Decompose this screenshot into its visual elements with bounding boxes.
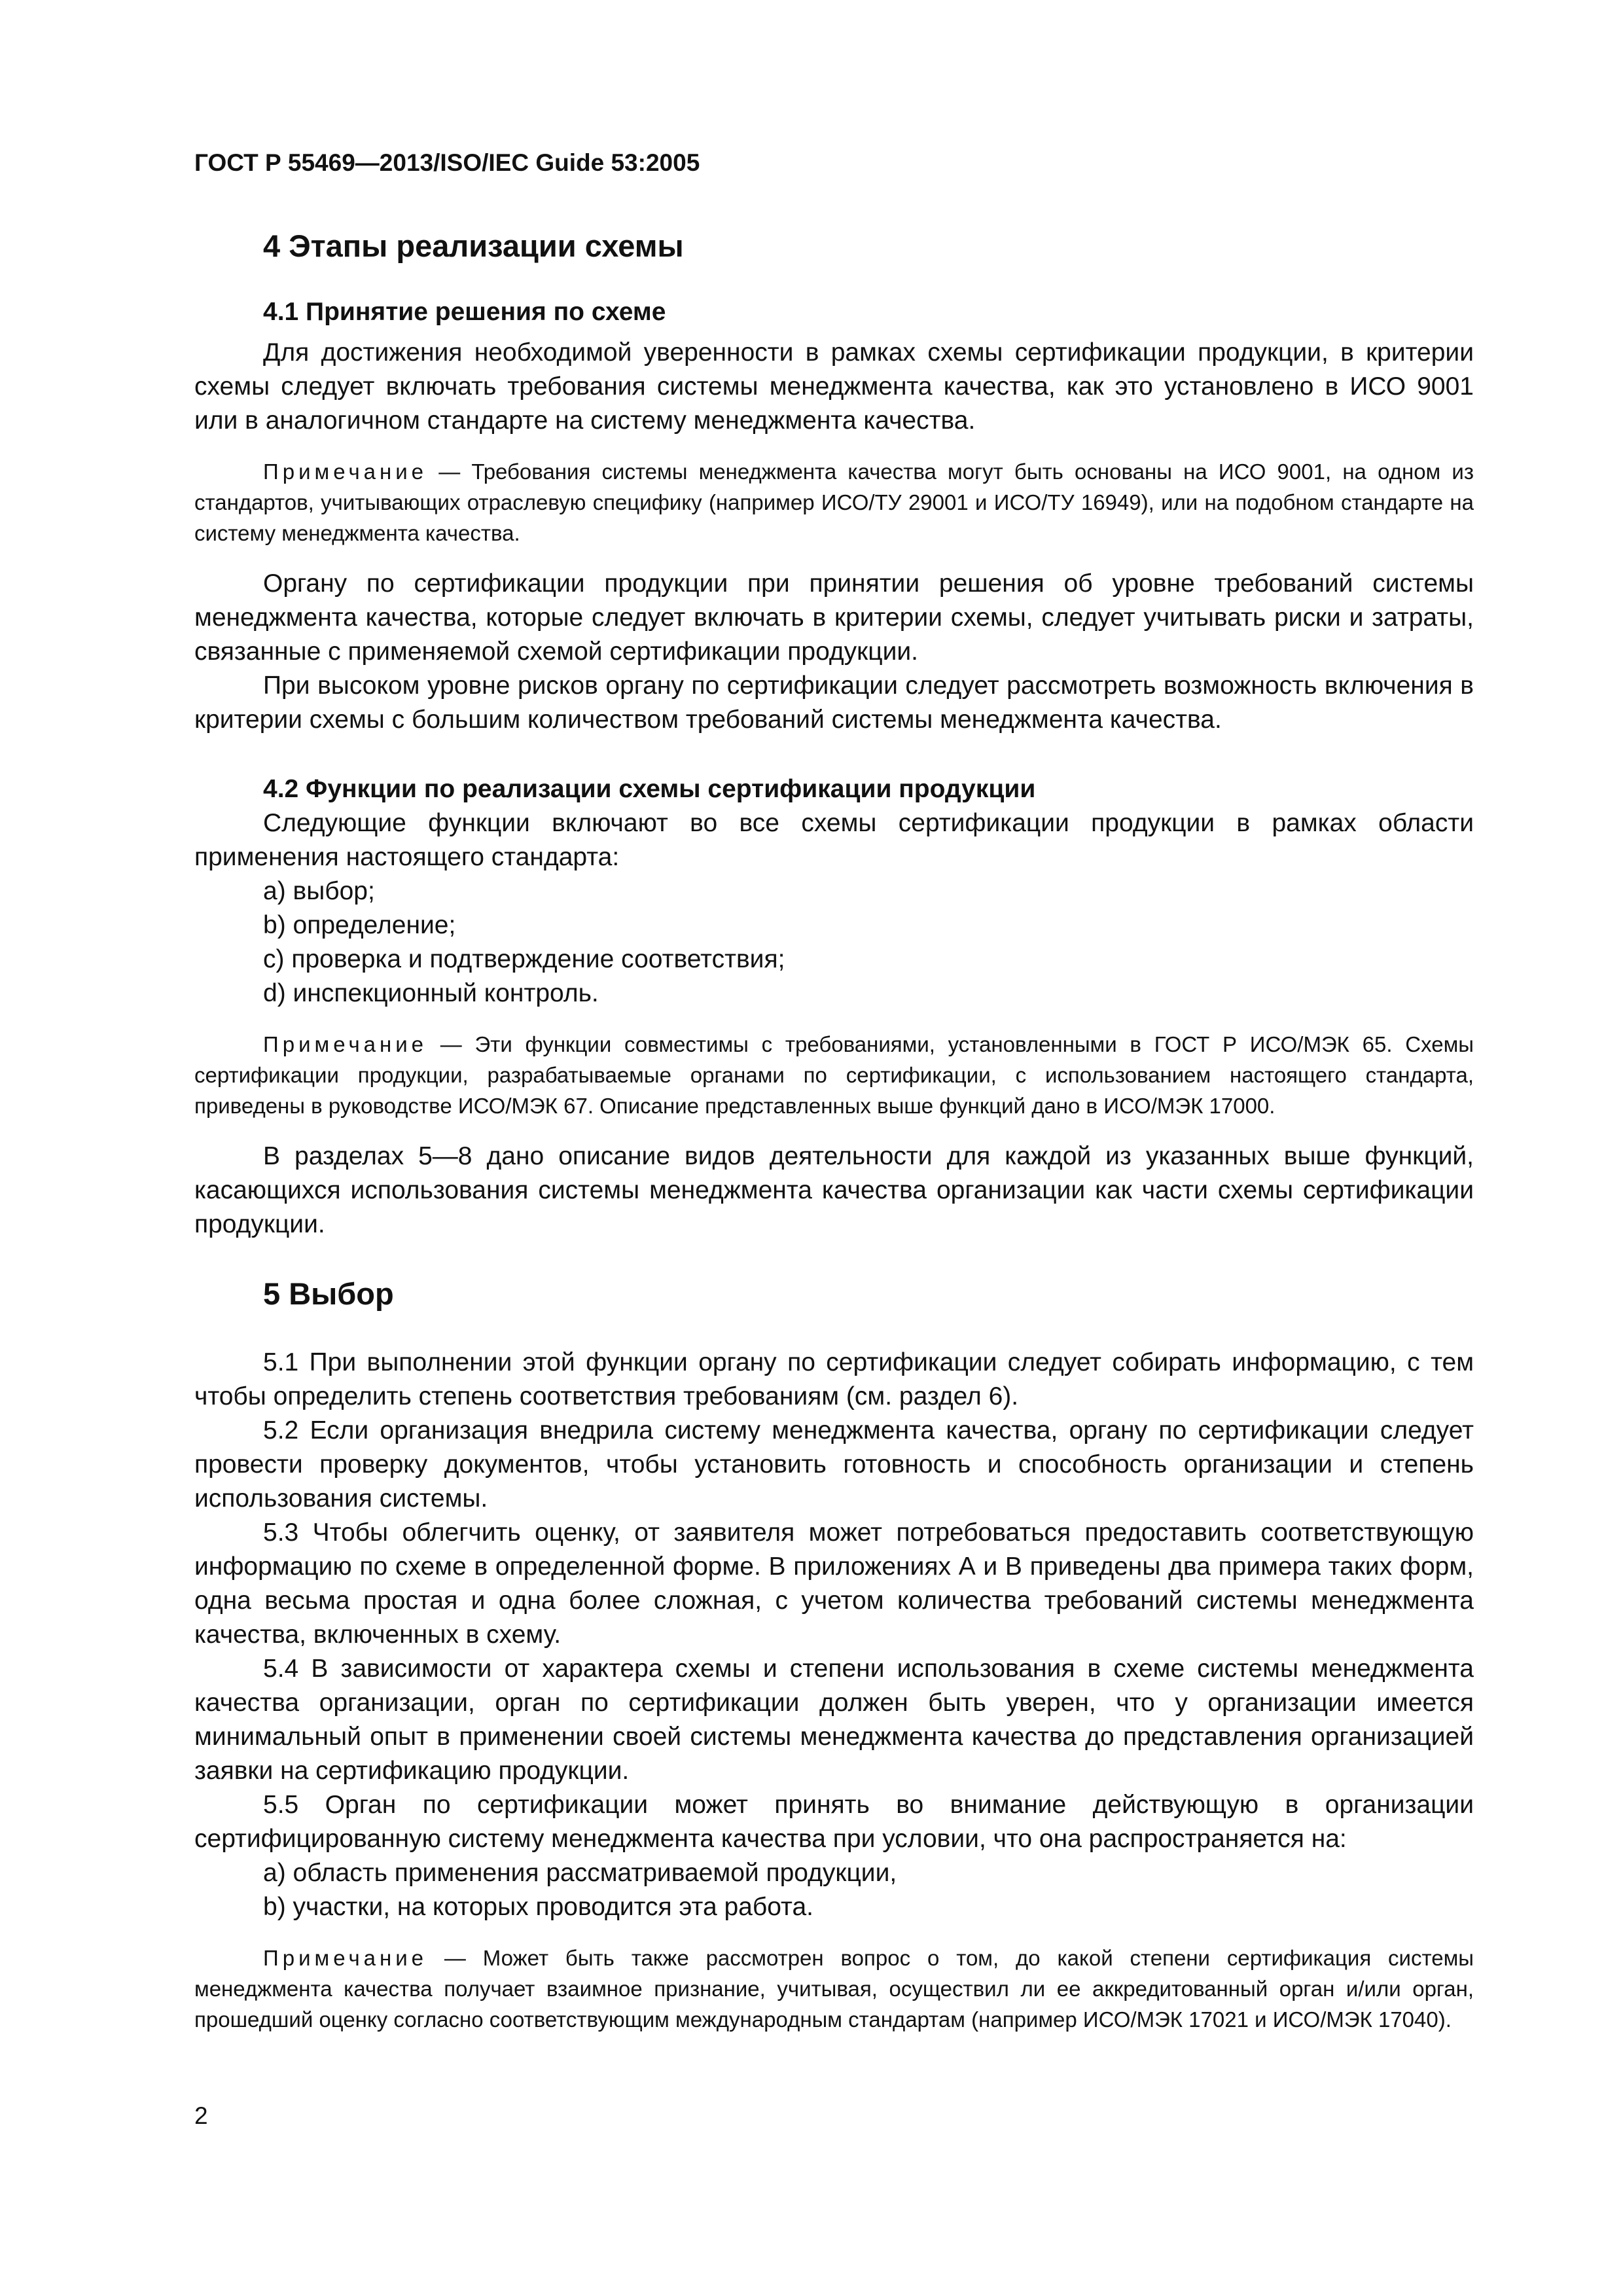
note-text: — Эти функции совместимы с требованиями, установленными в ГОСТ Р ИСО/МЭК 65. Схемы сертификации продукции, разрабатываемые органами по сертификации, с использованием настоящего стандарта, приведены в руководстве ИСО/МЭК 67. Описание представленных выше функций дано в ИСО/МЭК 17000.	[194, 1032, 1474, 1118]
note	[194, 456, 1474, 548]
section-5-title: 5 Выбор	[263, 1276, 394, 1311]
note-text: — Требования системы менеджмента качества могут быть основаны на ИСО 9001, на одном из стандартов, учитывающих отраслевую специфику (например ИСО/ТУ 29001 и ИСО/ТУ 16949), или на подобном стандарте на систему менеджмента качества.	[194, 459, 1474, 545]
page-content	[194, 149, 1474, 2035]
paragraph: Для достижения необходимой уверенности в рамках схемы сертификации продукции, в критерии схемы следует включать требования системы менеджмента качества, как это установлено в ИСО 9001 или в аналогичном стандарте на систему менеджмента качества.	[194, 338, 1474, 435]
section-4-title: 4 Этапы реализации схемы	[263, 228, 684, 263]
paragraph: 5.2 Если организация внедрила систему менеджмента качества, органу по сертификации следует провести проверку документов, чтобы установить готовность и способность организации и степень использования системы.	[194, 1416, 1474, 1513]
list-item: a) выбор;	[263, 877, 375, 905]
list-item: a) область применения рассматриваемой продукции,	[263, 1859, 897, 1887]
note	[194, 1029, 1474, 1121]
list-item: b) определение;	[263, 911, 456, 939]
note	[194, 1943, 1474, 2035]
paragraph: 5.4 В зависимости от характера схемы и степени использования в схеме системы менеджмента качества организации, орган по сертификации должен быть уверен, что у организации имеется минимальный опыт в применении своей системы менеджмента качества до представления организацией заявки на сертификацию продукции.	[194, 1655, 1474, 1785]
paragraph: При высоком уровне рисков органу по сертификации следует рассмотреть возможность включения в критерии схемы с большим количеством требований системы менеджмента качества.	[194, 672, 1474, 734]
note-label: Примечание	[263, 1946, 428, 1970]
note-label: Примечание	[263, 459, 428, 484]
paragraph: 5.5 Орган по сертификации может принять во внимание действующую в организации сертифицированную систему менеджмента качества при условии, что она распространяется на:	[194, 1791, 1474, 1853]
section-4-2-title: 4.2 Функции по реализации схемы сертификации продукции	[263, 775, 1036, 803]
note-text: — Может быть также рассмотрен вопрос о том, до какой степени сертификация системы менеджмента качества получает взаимное признание, учитывая, осуществил ли ее аккредитованный орган и/или орган, прошедший оценку согласно соответствующим международным стандартам (например ИСО/МЭК 17021 и ИСО/МЭК 17040).	[194, 1946, 1474, 2032]
section-4-1-title: 4.1 Принятие решения по схеме	[263, 298, 666, 326]
paragraph: Следующие функции включают во все схемы сертификации продукции в рамках области применения настоящего стандарта:	[194, 809, 1474, 871]
page-number: 2	[194, 2102, 208, 2129]
list-item: c) проверка и подтверждение соответствия;	[263, 945, 785, 973]
document-header: ГОСТ Р 55469—2013/ISO/IEC Guide 53:2005	[194, 149, 700, 176]
list-item: b) участки, на которых проводится эта работа.	[263, 1893, 813, 1921]
paragraph: 5.1 При выполнении этой функции органу по сертификации следует собирать информацию, с тем чтобы определить степень соответствия требованиям (см. раздел 6).	[194, 1348, 1474, 1410]
note-label: Примечание	[263, 1032, 428, 1056]
list-item: d) инспекционный контроль.	[263, 979, 599, 1007]
paragraph: 5.3 Чтобы облегчить оценку, от заявителя может потребоваться предоставить соответствующую информацию по схеме в определенной форме. В приложениях А и В приведены два примера таких форм, одна весьма простая и одна более сложная, с учетом количества требований системы менеджмента качества, включенных в схему.	[194, 1518, 1474, 1649]
paragraph: В разделах 5—8 дано описание видов деятельности для каждой из указанных выше функций, касающихся использования системы менеджмента качества организации как части схемы сертификации продукции.	[194, 1142, 1474, 1238]
paragraph: Органу по сертификации продукции при принятии решения об уровне требований системы менеджмента качества, которые следует включать в критерии схемы, следует учитывать риски и затраты, связанные с применяемой схемой сертификации продукции.	[194, 569, 1474, 666]
